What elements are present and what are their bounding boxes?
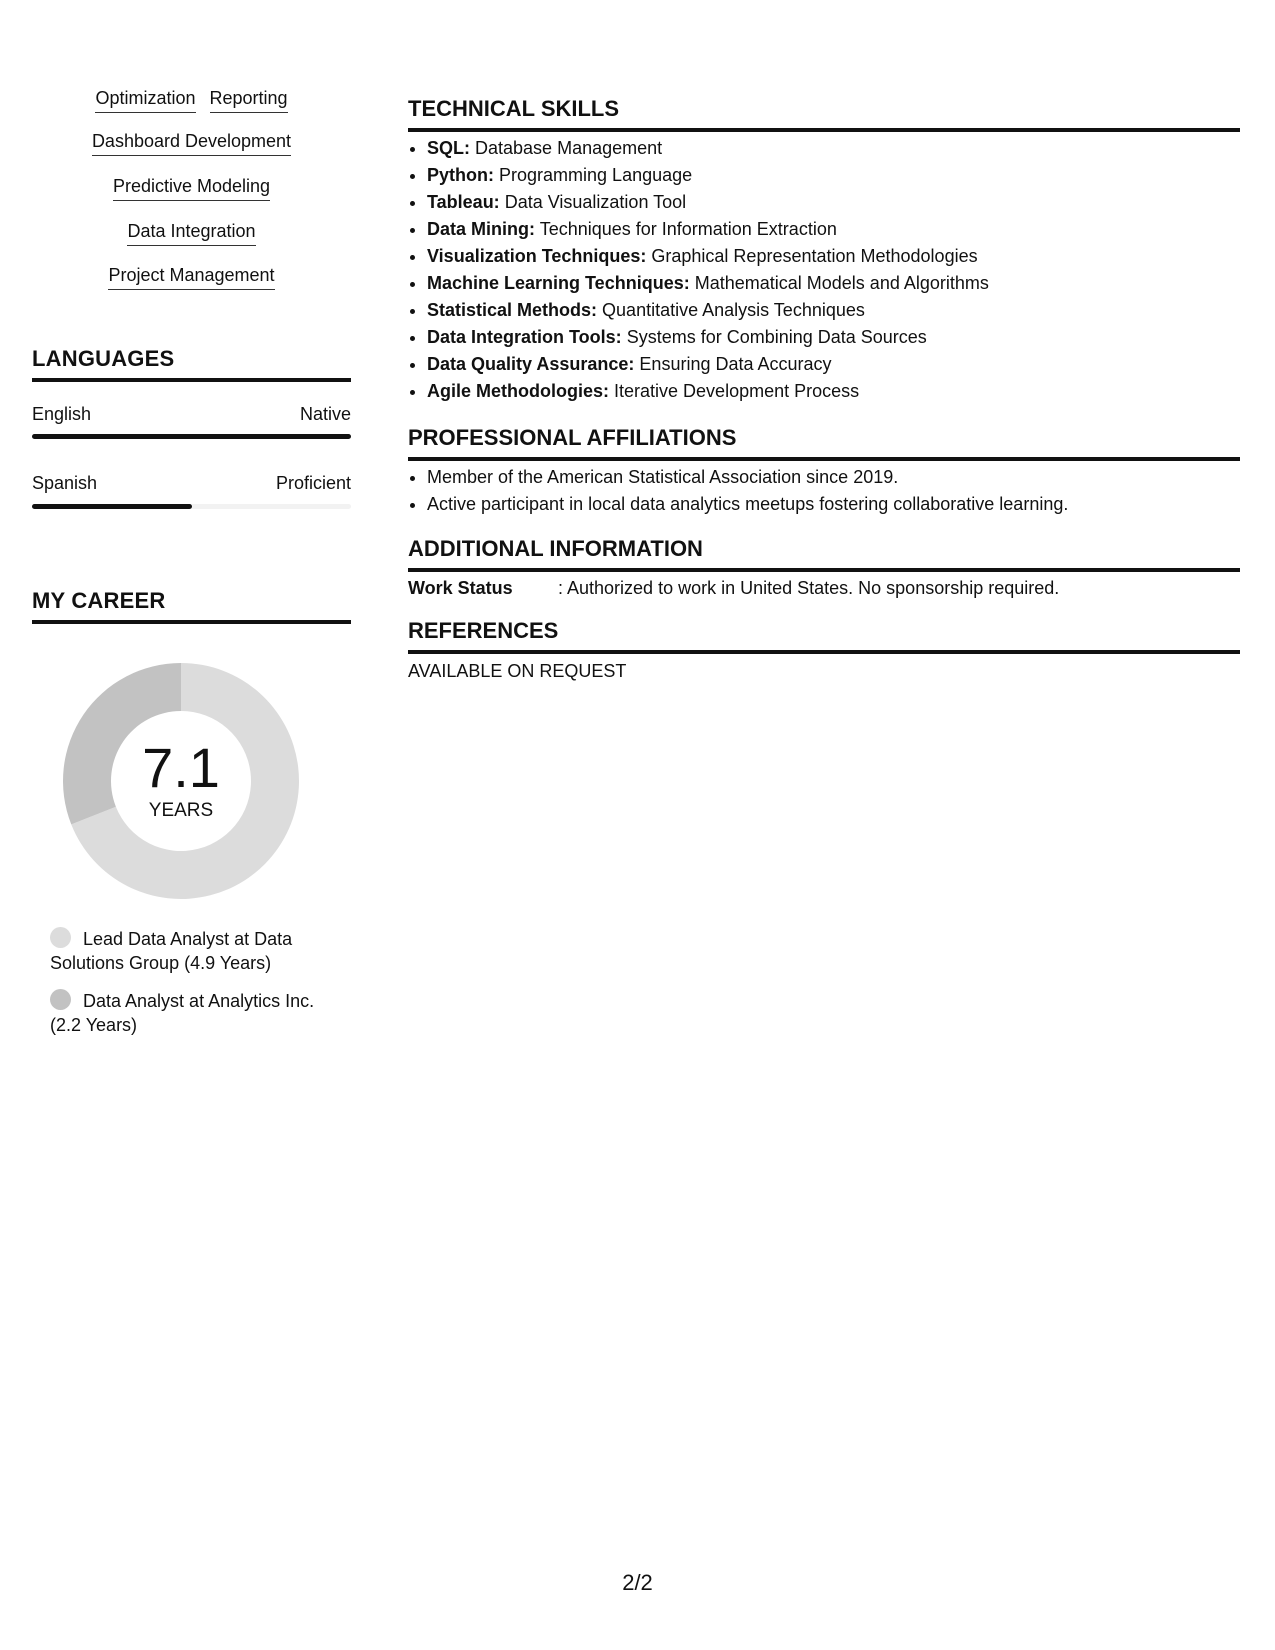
legend-label: Data Analyst at Analytics Inc. (2.2 Years) (50, 991, 315, 1035)
affiliations-list (408, 464, 1239, 518)
language-level: Proficient (275, 473, 351, 493)
career-legend-item (50, 927, 320, 975)
career-total-unit: YEARS (148, 800, 214, 821)
technical-skill-item (427, 189, 1239, 216)
skill-tag-row (32, 88, 351, 113)
skill-description: Database Management (475, 138, 663, 158)
references-heading: REFERENCES (408, 618, 1240, 654)
work-status-value: : Authorized to work in United States. No sponsorship required. (558, 578, 1060, 598)
technical-skills-list (408, 135, 1239, 405)
technical-skill-item (427, 378, 1239, 405)
career-donut-chart (56, 656, 306, 906)
technical-skill-item (427, 297, 1239, 324)
skill-name: Tableau: (427, 192, 500, 212)
skill-name: Machine Learning Techniques: (427, 273, 690, 293)
additional-info-heading: ADDITIONAL INFORMATION (408, 536, 1240, 572)
skill-description: Systems for Combining Data Sources (626, 327, 927, 347)
skill-description: Quantitative Analysis Techniques (602, 300, 865, 320)
skill-description: Mathematical Models and Algorithms (694, 273, 989, 293)
legend-dot (50, 989, 71, 1010)
technical-skill-item (427, 135, 1239, 162)
skill-tag[interactable]: Optimization (95, 88, 195, 113)
technical-skills-heading: TECHNICAL SKILLS (408, 96, 1240, 132)
skill-name: SQL: (427, 138, 470, 158)
skill-tag[interactable]: Predictive Modeling (113, 176, 270, 201)
skill-name: Data Quality Assurance: (427, 354, 635, 374)
skill-name: Python: (427, 165, 494, 185)
skill-name: Visualization Techniques: (427, 246, 647, 266)
affiliation-item: • Active participant in local data analytics meetups fostering collaborative learning. (427, 491, 1239, 518)
language-proficiency-bar (32, 504, 351, 509)
skill-description: Techniques for Information Extraction (539, 219, 837, 239)
technical-skill-item (427, 162, 1239, 189)
skill-tag[interactable]: Data Integration (127, 221, 255, 246)
language-level: Native (299, 404, 351, 424)
skill-tag-row (32, 265, 351, 290)
legend-dot (50, 927, 71, 948)
language-name: English (32, 404, 92, 424)
career-heading: MY CAREER (32, 588, 351, 624)
language-proficiency-fill (32, 434, 351, 439)
career-legend-item (50, 989, 320, 1037)
work-status-label: Work Status (408, 578, 513, 598)
technical-skill-item (427, 324, 1239, 351)
language-proficiency-bar (32, 434, 351, 439)
skill-description: Programming Language (499, 165, 693, 185)
language-name: Spanish (32, 473, 98, 493)
career-donut-segment (63, 663, 181, 824)
technical-skill-item (427, 243, 1239, 270)
affiliations-heading: PROFESSIONAL AFFILIATIONS (408, 425, 1240, 461)
skill-name: Data Integration Tools: (427, 327, 622, 347)
skill-tag[interactable]: Dashboard Development (92, 131, 291, 156)
skill-name: Agile Methodologies: (427, 381, 609, 401)
affiliation-item: • Member of the American Statistical Association since 2019. (427, 464, 1239, 491)
skill-name: Statistical Methods: (427, 300, 598, 320)
technical-skill-item (427, 351, 1239, 378)
languages-heading: LANGUAGES (32, 346, 351, 382)
technical-skill-item (427, 270, 1239, 297)
skill-name: Data Mining: (427, 219, 535, 239)
skill-tag-row (32, 131, 351, 156)
skill-description: Ensuring Data Accuracy (639, 354, 832, 374)
skill-tag[interactable]: Project Management (108, 265, 274, 290)
skill-description: Graphical Representation Methodologies (651, 246, 978, 266)
skill-tag-row (32, 221, 351, 246)
skill-tag-row (32, 176, 351, 201)
references-text: AVAILABLE ON REQUEST (408, 661, 627, 681)
skill-tag[interactable]: Reporting (210, 88, 288, 113)
skill-description: Iterative Development Process (614, 381, 860, 401)
technical-skill-item (427, 216, 1239, 243)
page-number: 2/2 (622, 1570, 653, 1595)
career-total-years: 7.1 (142, 736, 220, 799)
language-proficiency-fill (32, 504, 192, 509)
skill-description: Data Visualization Tool (504, 192, 687, 212)
legend-label: Lead Data Analyst at Data Solutions Group (4.9 Years) (50, 929, 293, 973)
